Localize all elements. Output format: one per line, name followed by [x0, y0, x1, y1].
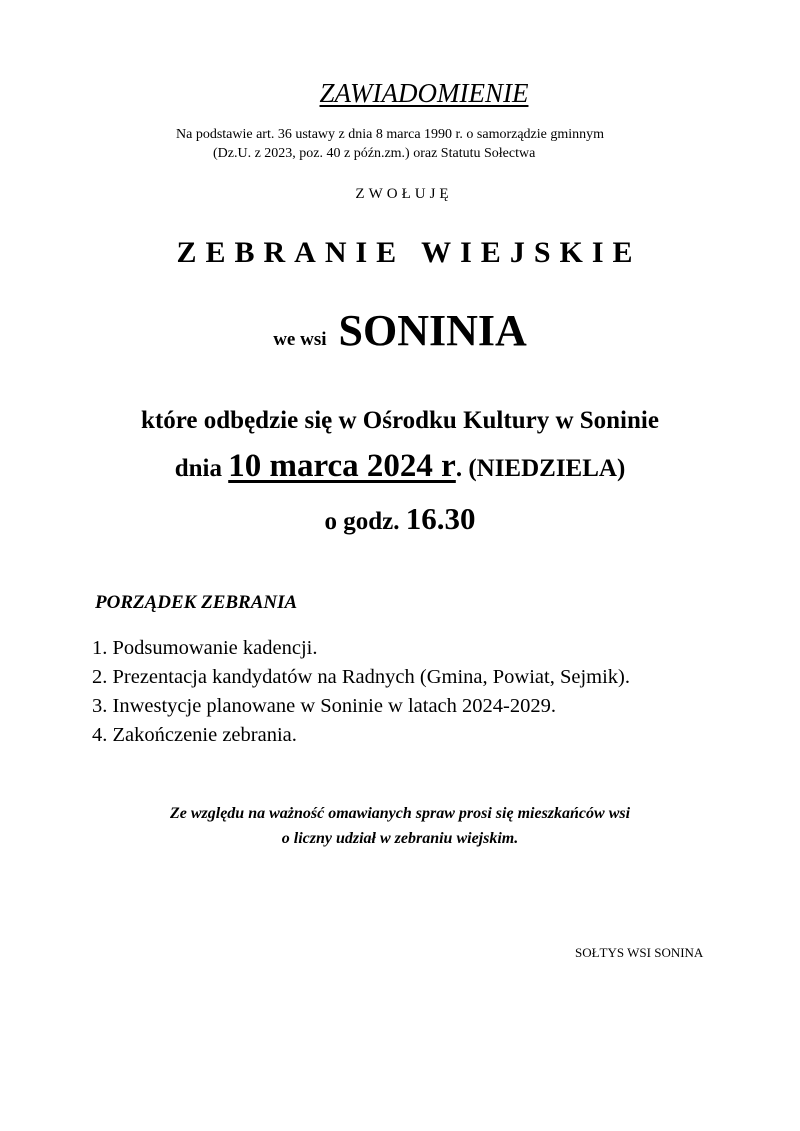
village-line	[0, 305, 800, 356]
attendance-note-line-2: o liczny udział w zebraniu wiejskim.	[281, 830, 519, 847]
village-name: SONINIA	[338, 306, 527, 355]
date-suffix: . (NIEDZIELA)	[455, 455, 626, 482]
agenda-heading: PORZĄDEK ZEBRANIA	[95, 592, 298, 613]
convene-text: ZWOŁUJĘ	[355, 186, 453, 202]
meeting-hour-line	[0, 501, 800, 537]
signature: SOŁTYS WSI SONINA	[575, 945, 704, 960]
agenda-item: 2. Prezentacja kandydatów na Radnych (Gmina, Powiat, Sejmik).	[92, 666, 630, 688]
agenda-item: 3. Inwestycje planowane w Soninie w latach 2024-2029.	[92, 695, 556, 717]
attendance-note-line-1: Ze względu na ważność omawianych spraw prosi się mieszkańców wsi	[169, 805, 631, 822]
village-prefix: we wsi	[273, 329, 327, 350]
agenda-item: 4. Zakończenie zebrania.	[92, 724, 297, 746]
meeting-date-line	[0, 448, 800, 485]
meeting-venue: które odbędzie się w Ośrodku Kultury w Soninie	[141, 407, 659, 434]
agenda-item: 1. Podsumowanie kadencji.	[92, 637, 318, 659]
date-prefix: dnia	[174, 455, 222, 482]
legal-basis-line-2: (Dz.U. z 2023, poz. 40 z późn.zm.) oraz Statutu Sołectwa	[213, 146, 536, 161]
notice-title: ZAWIADOMIENIE	[319, 78, 529, 108]
meeting-date: 10 marca 2024 r	[228, 448, 456, 484]
hour-prefix: o godz.	[324, 508, 400, 535]
meeting-name: ZEBRANIE WIEJSKIE	[176, 236, 642, 269]
meeting-hour: 16.30	[405, 501, 476, 536]
legal-basis-line-1: Na podstawie art. 36 ustawy z dnia 8 marca 1990 r. o samorządzie gminnym	[176, 127, 605, 142]
